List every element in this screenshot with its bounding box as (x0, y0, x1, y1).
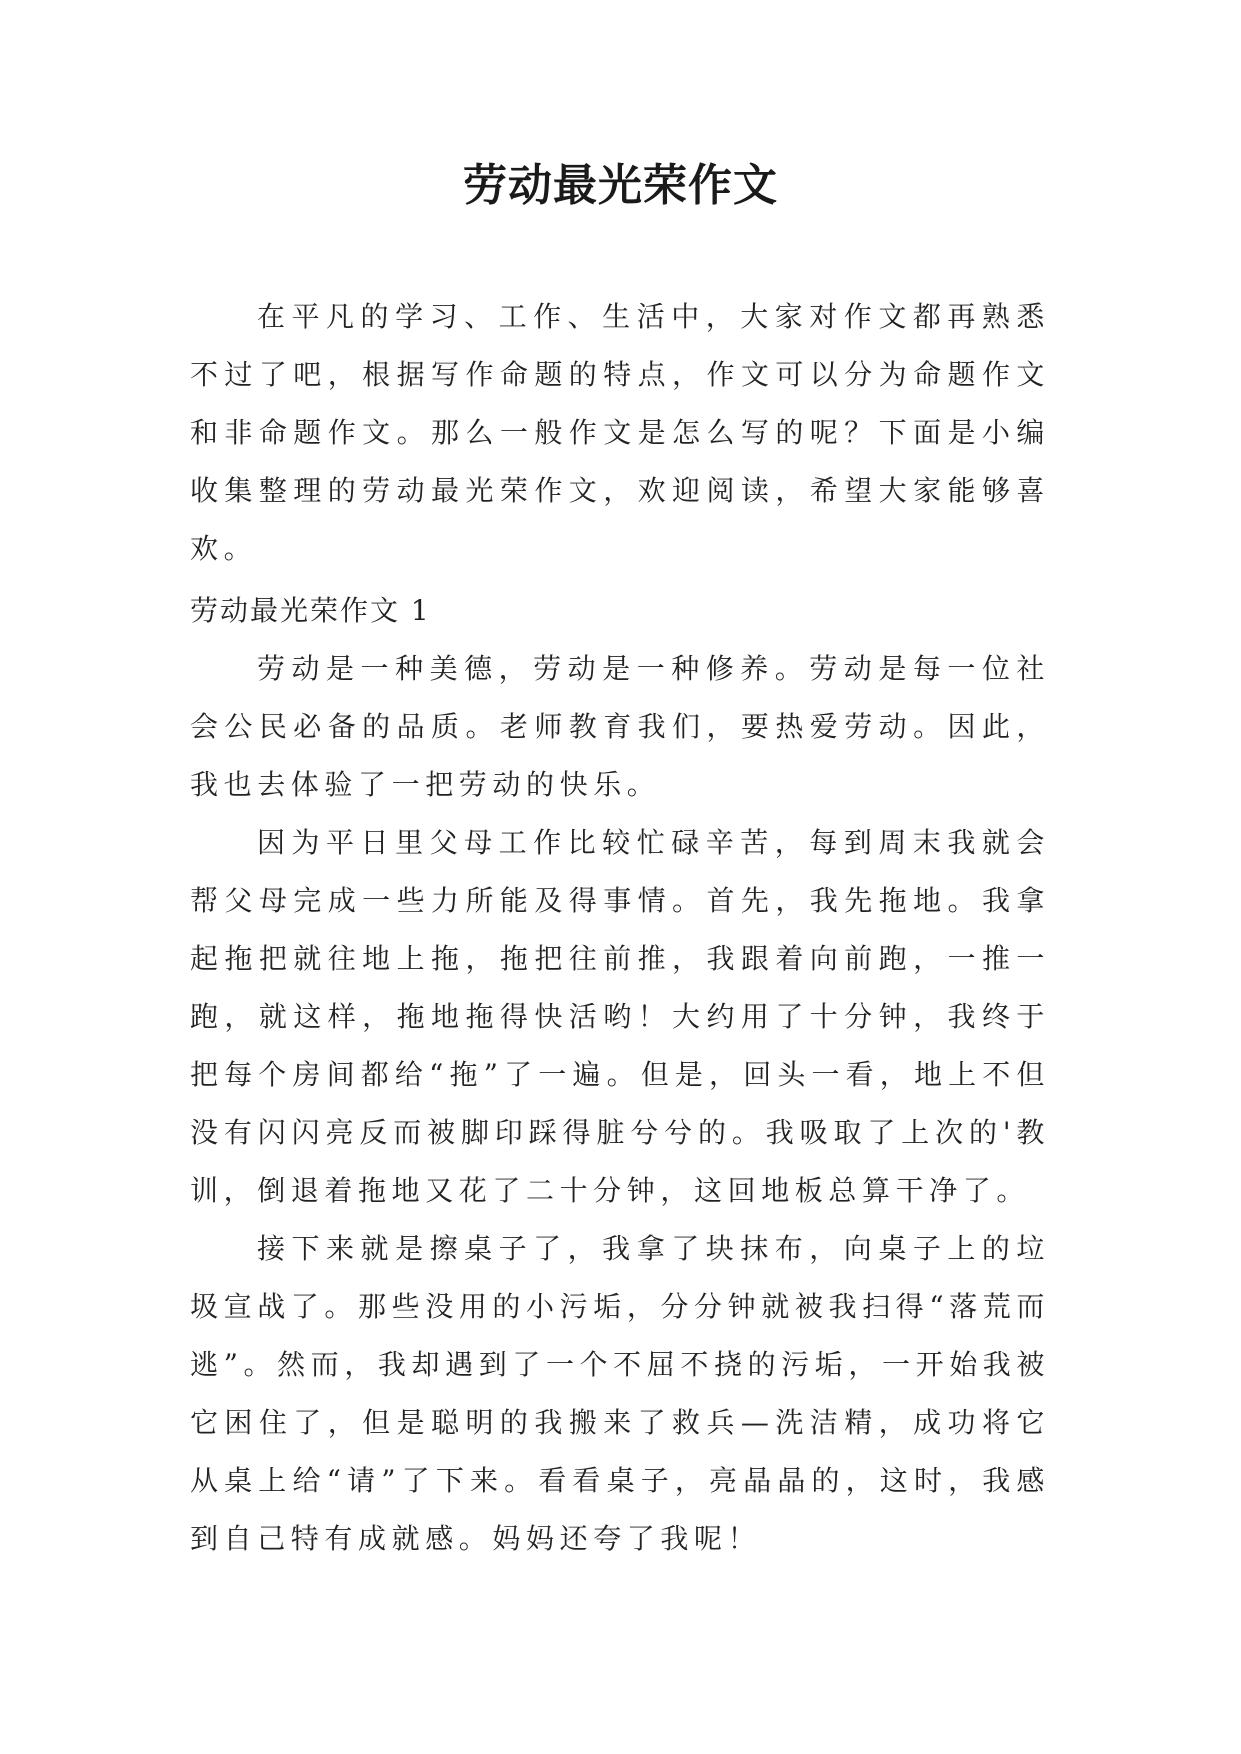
intro-block (190, 288, 1050, 578)
body-paragraph-3: 接下来就是擦桌子了，我拿了块抹布，向桌子上的垃圾宣战了。那些没用的小污垢，分分钟就被我扫得“落荒而逃”。然而，我却遇到了一个不屈不挠的污垢，一开始我被它困住了，但是聪明的我搬来了救兵—洗洁精，成功将它从桌上给“请”了下来。看看桌子，亮晶晶的，这时，我感到自己特有成就感。妈妈还夸了我呢！ (190, 1232, 1050, 1555)
section-heading: 劳动最光荣作文 1 (190, 594, 431, 627)
section-body (190, 640, 1050, 1568)
document-title: 劳动最光荣作文 (463, 160, 778, 211)
body-paragraph-1: 劳动是一种美德，劳动是一种修养。劳动是每一位社会公民必备的品质。老师教育我们，要热爱劳动。因此，我也去体验了一把劳动的快乐。 (190, 652, 1050, 801)
intro-paragraph: 在平凡的学习、工作、生活中，大家对作文都再熟悉不过了吧，根据写作命题的特点，作文可以分为命题作文和非命题作文。那么一般作文是怎么写的呢？下面是小编收集整理的劳动最光荣作文，欢迎阅读，希望大家能够喜欢。 (190, 300, 1050, 565)
body-paragraph-2: 因为平日里父母工作比较忙碌辛苦，每到周末我就会帮父母完成一些力所能及得事情。首先，我先拖地。我拿起拖把就往地上拖，拖把往前推，我跟着向前跑，一推一跑，就这样，拖地拖得快活哟！大约用了十分钟，我终于把每个房间都给“拖”了一遍。但是，回头一看，地上不但没有闪闪亮反而被脚印踩得脏兮兮的。我吸取了上次的'教训，倒退着拖地又花了二十分钟，这回地板总算干净了。 (190, 826, 1050, 1207)
